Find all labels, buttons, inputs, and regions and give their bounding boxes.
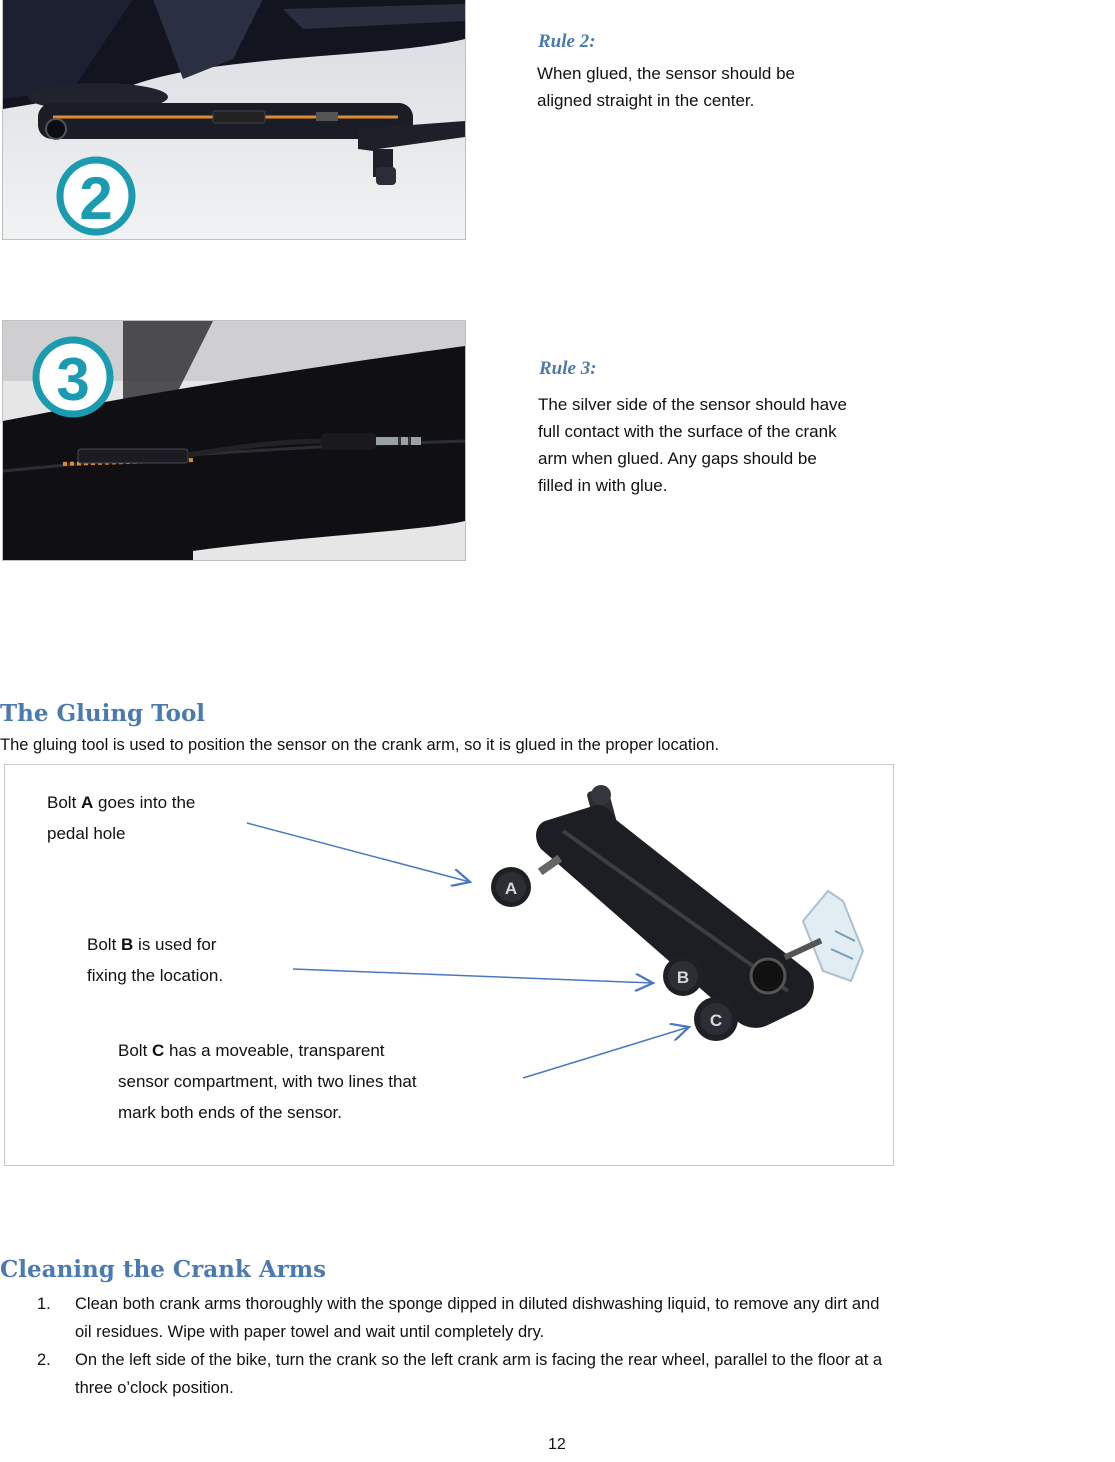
callout-bolt-b: Bolt B is used for fixing the location. — [87, 935, 224, 985]
svg-text:C: C — [709, 1011, 723, 1030]
gluing-tool-figure — [4, 764, 894, 1166]
arrow-c — [523, 1027, 689, 1078]
rule2-line1: When glued, the sensor should be — [537, 64, 796, 83]
arrow-a — [247, 823, 470, 882]
list-item: 1. Clean both crank arms thoroughly with the sponge dipped in diluted dishwashing liquid, to remove any dirt and oil residues. Wipe with paper towel and wait until completely dry. — [37, 1295, 880, 1341]
svg-text:2: 2 — [79, 165, 113, 232]
rule2-number-badge — [60, 160, 132, 232]
gluing-tool-intro: The gluing tool is used to position the sensor on the crank arm, so it is glued in the proper location. — [0, 736, 720, 754]
gluing-tool-heading: The Gluing Tool — [0, 700, 206, 727]
svg-text:3: 3 — [56, 346, 90, 413]
svg-text:B: B — [676, 968, 690, 987]
rule3-line2: full contact with the surface of the crank — [538, 422, 837, 441]
rule3-text — [538, 391, 847, 499]
rule2-photo — [2, 0, 466, 240]
crank-arm-photo-side — [3, 321, 465, 560]
list-item: 2. On the left side of the bike, turn the crank so the left crank arm is facing the rear wheel, parallel to the floor at a three o’clock position. — [37, 1351, 883, 1397]
rule2-text — [537, 60, 795, 114]
rule3-line4: filled in with glue. — [538, 476, 668, 495]
page-number: 12 — [548, 1436, 566, 1453]
rule2-title: Rule 2: — [538, 31, 596, 52]
rule3-photo — [2, 320, 466, 561]
callout-bolt-a: Bolt A goes into the pedal hole — [47, 793, 196, 843]
rule3-line1: The silver side of the sensor should have — [538, 395, 848, 414]
svg-text:A: A — [504, 879, 518, 898]
cleaning-steps — [0, 1290, 1115, 1402]
rule2-line2: aligned straight in the center. — [537, 91, 755, 110]
rule3-title: Rule 3: — [539, 358, 597, 379]
crank-arm-photo-top — [3, 0, 465, 239]
callout-bolt-c: Bolt C has a moveable, transparent sensor compartment, with two lines that mark both ends of the sensor. — [118, 1041, 417, 1122]
rule3-line3: arm when glued. Any gaps should be — [538, 449, 817, 468]
arrow-b — [293, 969, 653, 983]
rule3-number-badge — [36, 340, 110, 414]
cleaning-heading: Cleaning the Crank Arms — [0, 1256, 327, 1283]
